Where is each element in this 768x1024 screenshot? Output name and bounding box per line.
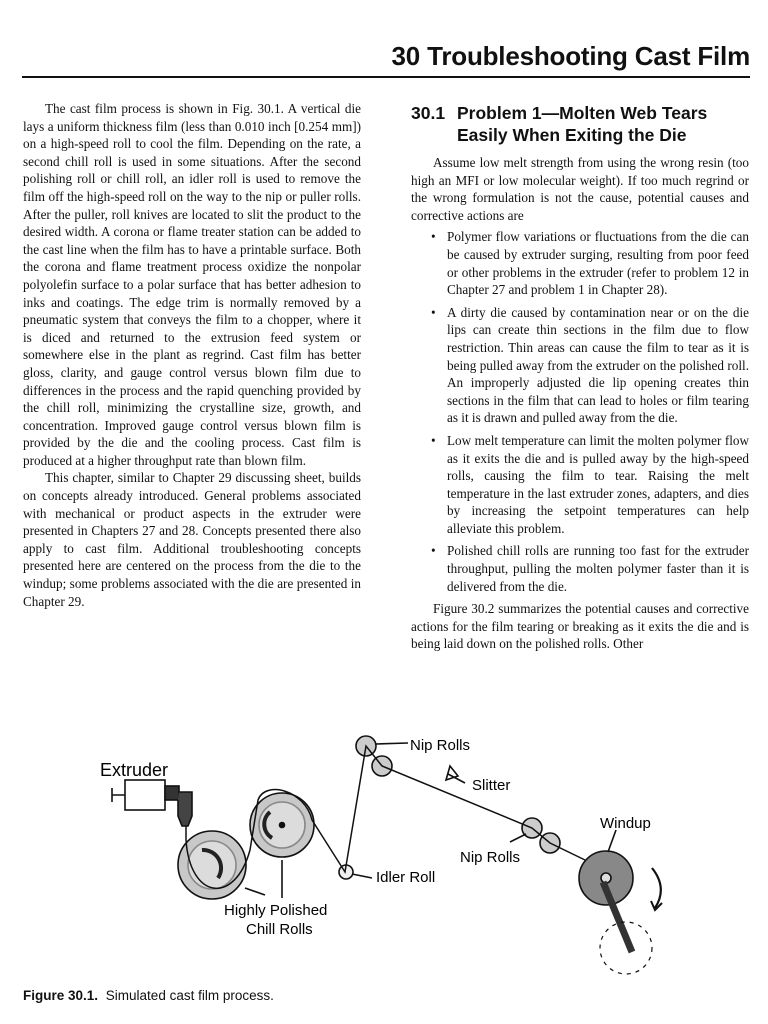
label-slitter: Slitter: [472, 777, 511, 794]
list-item: • Low melt temperature can limit the molten polymer flow as it exits the die and is pulled away by the high-speed rolls, causing the film to tear. Raising the melt temperature in the last extruder zones, adapters, and dies by increasing the setpoint temperatures can help alleviate this problem.: [411, 432, 749, 538]
windup-rotation-arrow: [652, 868, 661, 908]
list-item: • A dirty die caused by contamination near or on the die lips can create thin sections in the film due to flow restriction. Thin areas can cause the film to tear as it is being pulled away from the extruder on the polished roll. An improperly adjusted die lip opening creates thin sections in the film that can lead to holes or film tearing as it is drawn and pulled away from the die.: [411, 304, 749, 427]
chapter-title: 30 Troubleshooting Cast Film: [391, 41, 750, 71]
extruder-body: [125, 780, 165, 810]
process-figure: [0, 720, 768, 990]
windup-leader: [608, 830, 616, 852]
cast-film-diagram: [0, 720, 768, 990]
left-column: [23, 100, 361, 610]
cause-list: [411, 228, 749, 595]
figure-caption: [23, 988, 274, 1003]
label-windup: Windup: [600, 815, 651, 832]
label-nip-rolls-bottom: Nip Rolls: [460, 849, 521, 866]
extruder-drive: [112, 788, 125, 802]
idler-roll-leader: [352, 874, 372, 878]
label-chill-rolls-line2: Chill Rolls: [246, 921, 313, 938]
label-chill-rolls-line1: Highly Polished: [224, 902, 328, 919]
chill-roll-2-axle: [280, 823, 285, 828]
chill-roll-1-inner: [188, 841, 236, 889]
label-idler-roll: Idler Roll: [376, 869, 436, 886]
right-column: [411, 102, 749, 653]
extruder-adapter: [165, 786, 179, 800]
section-title-text: Problem 1—Molten Web Tears Easily When Exiting the Die: [457, 103, 708, 145]
caption-text: Simulated cast film process.: [105, 988, 274, 1003]
nip-rolls-bottom-leader: [510, 834, 526, 842]
label-extruder: Extruder: [100, 760, 169, 780]
section-number: 30.1: [411, 103, 446, 123]
paragraph: This chapter, similar to Chapter 29 discussing sheet, builds on concepts already introduced. General problems associated with mechanical or product aspects in the extruder were presented in Chapters 27 and 28. Concepts presented there also apply to cast film. Additional troubleshooting concepts presented here are centered on the process from the die to the windup; some problems associated with the die are presented in Chapter 29.: [23, 470, 361, 609]
list-item: • Polished chill rolls are running too fast for the extruder throughput, pulling the molten polymer faster than it is delivered from the die.: [411, 542, 749, 595]
nip-rolls-top-leader: [376, 743, 408, 744]
section-heading: [411, 102, 749, 146]
section-intro: Assume low melt strength from using the wrong resin (too high an MFI or low molecular weight). If too much regrind or the wrong formulation is not the cause, potential causes and corrective actions are: [411, 155, 749, 223]
caption-label: Figure 30.1.: [23, 988, 99, 1003]
paragraph: Figure 30.2 summarizes the potential causes and corrective actions for the film tearing or breaking as it exits the die and is being laid down on the polished rolls. Other: [411, 601, 749, 652]
paragraph: The cast film process is shown in Fig. 30.1. A vertical die lays a uniform thickness film (less than 0.010 inch [0.254 mm]) on a high-speed roll to cool the film. Depending on the rate, a second chill roll is used in some situations. After the second polishing roll or chill roll, an idler roll is used to remove the film off the high-speed roll on the way to the nip or puller rolls. After the puller, roll knives are located to slit the product to the desired width. A corona or flame treater station can be added to the cast line when the film has to have a printable surface. Both the corona and flame treatment process oxidize the nonpolar polyolefin surface to a polar surface that has better adhesion to inks and coatings. The edge trim is normally removed by a pneumatic system that conveys the film to a chopper, where it is diced and returned to the extrusion feed system or somewhere else in the plant as regrind. Cast film has better gloss, clarity, and gauge control versus blown film due to differences in the process and the rapid quenching provided by the chill roll, minimizing the crystalline size, growth, and concentration. Improved gauge control versus blown film is provided by the die and the cooling process. Cast film is produced at a higher throughput rate than blown film.: [23, 101, 361, 468]
chill-roll-1-leader: [245, 888, 265, 895]
list-item: • Polymer flow variations or fluctuations from the die can be caused by extruder surging, resulting from poor feed or other problems in the extruder (refer to problem 12 in Chapter 27 and problem 1 in Chapter 28).: [411, 228, 749, 298]
label-nip-rolls-top: Nip Rolls: [410, 737, 471, 754]
die: [178, 792, 192, 826]
page-header: [22, 40, 750, 78]
